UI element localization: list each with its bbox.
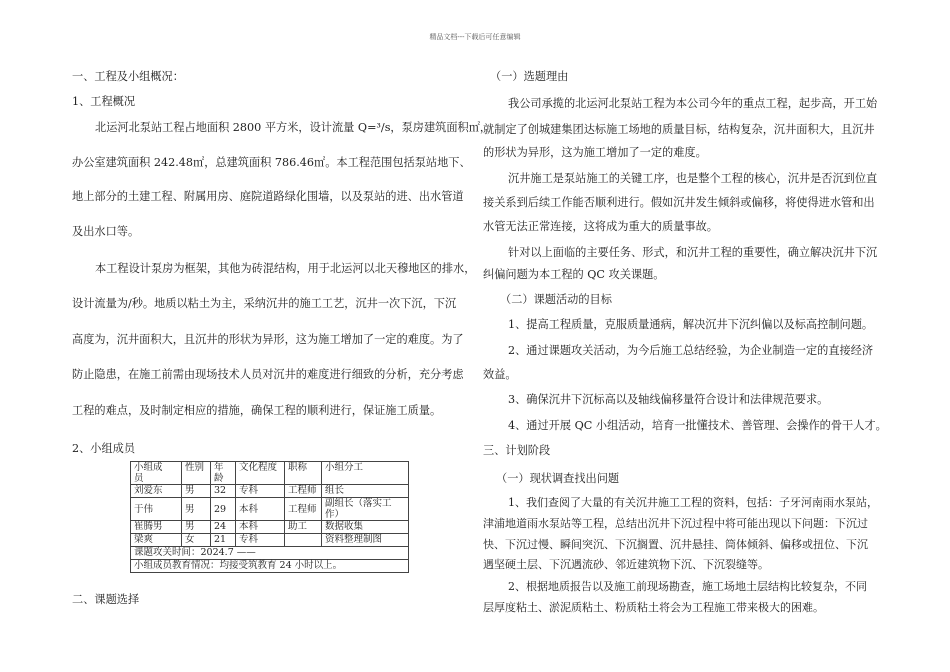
survey2-line: 2、根据地质报告以及施工前现场勘查，施工场地土层结构比较复杂，不同 [508, 580, 867, 593]
right-para3-line: 针对以上面临的主要任务、形式，和沉井工程的重要性，确立解决沉井下沉 [508, 246, 878, 259]
header-age: 年 龄 [211, 462, 236, 485]
survey1-line: 1、我们查阅了大量的有关沉井施工工程的资料，包括：子牙河南雨水泵站， [508, 496, 878, 509]
member-role: 副组长（落实工 作） [322, 498, 409, 521]
member-title: 助工 [285, 521, 322, 534]
member-sex: 男 [182, 521, 211, 534]
section-3-heading: 三、计划阶段 [483, 444, 551, 457]
right-heading-2: （二）课题活动的目标 [500, 293, 612, 306]
member-role: 组长 [322, 485, 409, 498]
table-header-row [131, 462, 409, 485]
header-sex: 性别 [182, 462, 211, 485]
left-para1-line: 地上部分的土建工程、附属用房、庭院道路绿化围墙，以及泵站的进、出水管道 [72, 190, 464, 203]
member-name: 崔腾男 [131, 521, 182, 534]
survey1-line: 遇坚硬土层、下沉遇流砂、邻近建筑物下沉、下沉裂缝等。 [483, 558, 769, 571]
member-name: 于伟 [131, 498, 182, 521]
header-role: 小组分工 [322, 462, 409, 485]
member-edu: 本科 [236, 521, 285, 534]
left-para1-line: 及出水口等。 [72, 225, 140, 238]
member-role: 数据收集 [322, 521, 409, 534]
goal-line: 3、确保沉井下沉标高以及轴线偏移量符合设计和法律规范要求。 [508, 393, 829, 406]
goal-line: 4、通过开展 QC 小组活动，培育一批懂技术、善管理、会操作的骨干人才。 [508, 419, 887, 432]
member-role: 资料整理制图 [322, 534, 409, 547]
member-edu: 专科 [236, 485, 285, 498]
table-row [131, 498, 409, 521]
member-age: 21 [211, 534, 236, 547]
members-table [130, 461, 409, 573]
member-sex: 女 [182, 534, 211, 547]
goal-line: 2、通过课题攻关活动，为今后施工总结经验，为企业制造一定的直接经济 [508, 344, 874, 357]
header-name: 小组成 员 [131, 462, 182, 485]
page-header: 精品文档---下载后可任意编辑 [429, 33, 521, 41]
left-para2-line: 高度为，沉井面积大，且沉井的形状为异形，这为施工增加了一定的难度。为了 [72, 333, 464, 346]
table-row [131, 485, 409, 498]
member-age: 29 [211, 498, 236, 521]
goal-line: 效益。 [483, 368, 517, 381]
right-para1-line: 就制定了创城建集团达标施工场地的质量目标，结构复杂，沉井面积大，且沉井 [483, 123, 875, 136]
table-edu-row [131, 560, 409, 573]
member-edu: 专科 [236, 534, 285, 547]
section-1-2-heading: 2、小组成员 [72, 442, 136, 455]
member-sex: 男 [182, 498, 211, 521]
right-para2-line: 沉井施工是泵站施工的关键工序，也是整个工程的核心，沉井是否沉到位直 [508, 172, 878, 185]
survey1-line: 快、下沉过慢、瞬间突沉、下沉搁置、沉井悬挂、筒体倾斜、偏移或扭位、下沉 [483, 538, 868, 551]
section-1-heading: 一、工程及小组概况： [72, 70, 184, 83]
right-para3-line: 纠偏问题为本工程的 QC 攻关课题。 [483, 268, 665, 281]
goal-line: 1、提高工程质量，克服质量通病，解决沉井下沉纠偏以及标高控制问题。 [508, 318, 874, 331]
member-sex: 男 [182, 485, 211, 498]
header-title: 职称 [285, 462, 322, 485]
header-edu: 文化程度 [236, 462, 285, 485]
survey2-line: 层厚度粘土、淤泥质粘土、粉质粘土将会为工程施工带来极大的困难。 [483, 601, 824, 614]
right-para1-line: 我公司承揽的北运河北泵站工程为本公司今年的重点工程，起步高，开工始 [508, 97, 878, 110]
member-name: 刘爱东 [131, 485, 182, 498]
member-title [285, 534, 322, 547]
member-title: 工程师 [285, 498, 322, 521]
member-age: 24 [211, 521, 236, 534]
section-2-heading: 二、课题选择 [72, 593, 140, 606]
left-para1-line: 办公室建筑面积 242.48㎡，总建筑面积 786.46㎡。本工程范围包括泵站地下、 [72, 156, 471, 169]
member-edu: 本科 [236, 498, 285, 521]
table-row [131, 521, 409, 534]
survey1-line: 津浦地道雨水泵站等工程，总结出沉井下沉过程中将可能出现以下问题：下沉过 [483, 517, 868, 530]
left-para2-line: 工程的难点，及时制定相应的措施，确保工程的顺利进行，保证施工质量。 [72, 404, 442, 417]
member-name: 梁爽 [131, 534, 182, 547]
education-note: 小组成员教育情况：均接受筑教育 24 小时以上。 [131, 560, 409, 573]
right-heading-1: （一）选题理由 [490, 70, 569, 83]
right-para2-line: 水管无法正常连接，这将成为重大的质量事故。 [483, 220, 718, 233]
left-para2-line: 本工程设计泵房为框架，其他为砖混结构，用于北运河以北天穆地区的排水， [95, 262, 476, 275]
left-para1-line: 北运河北泵站工程占地面积 2800 平方米，设计流量 Q=³/s，泵房建筑面积㎡， [95, 121, 492, 134]
right-para1-line: 的形状为异形，这为施工增加了一定的难度。 [483, 146, 707, 159]
member-age: 32 [211, 485, 236, 498]
table-row [131, 534, 409, 547]
left-para2-line: 防止隐患，在施工前需由现场技术人员对沉井的难度进行细致的分析，充分考虑 [72, 368, 464, 381]
project-time: 课题攻关时间：2024.7 —— [131, 547, 409, 560]
section-1-1-heading: 1、工程概况 [72, 95, 136, 108]
right-heading-3: （一）现状调查找出问题 [496, 472, 620, 485]
table-time-row [131, 547, 409, 560]
left-para2-line: 设计流量为/秒。地质以粘土为主，采纳沉井的施工工艺，沉井一次下沉，下沉 [72, 297, 457, 310]
right-para2-line: 接关系到后续工作能否顺利进行。假如沉井发生倾斜或偏移，将使得进水管和出 [483, 196, 875, 209]
member-title: 工程师 [285, 485, 322, 498]
